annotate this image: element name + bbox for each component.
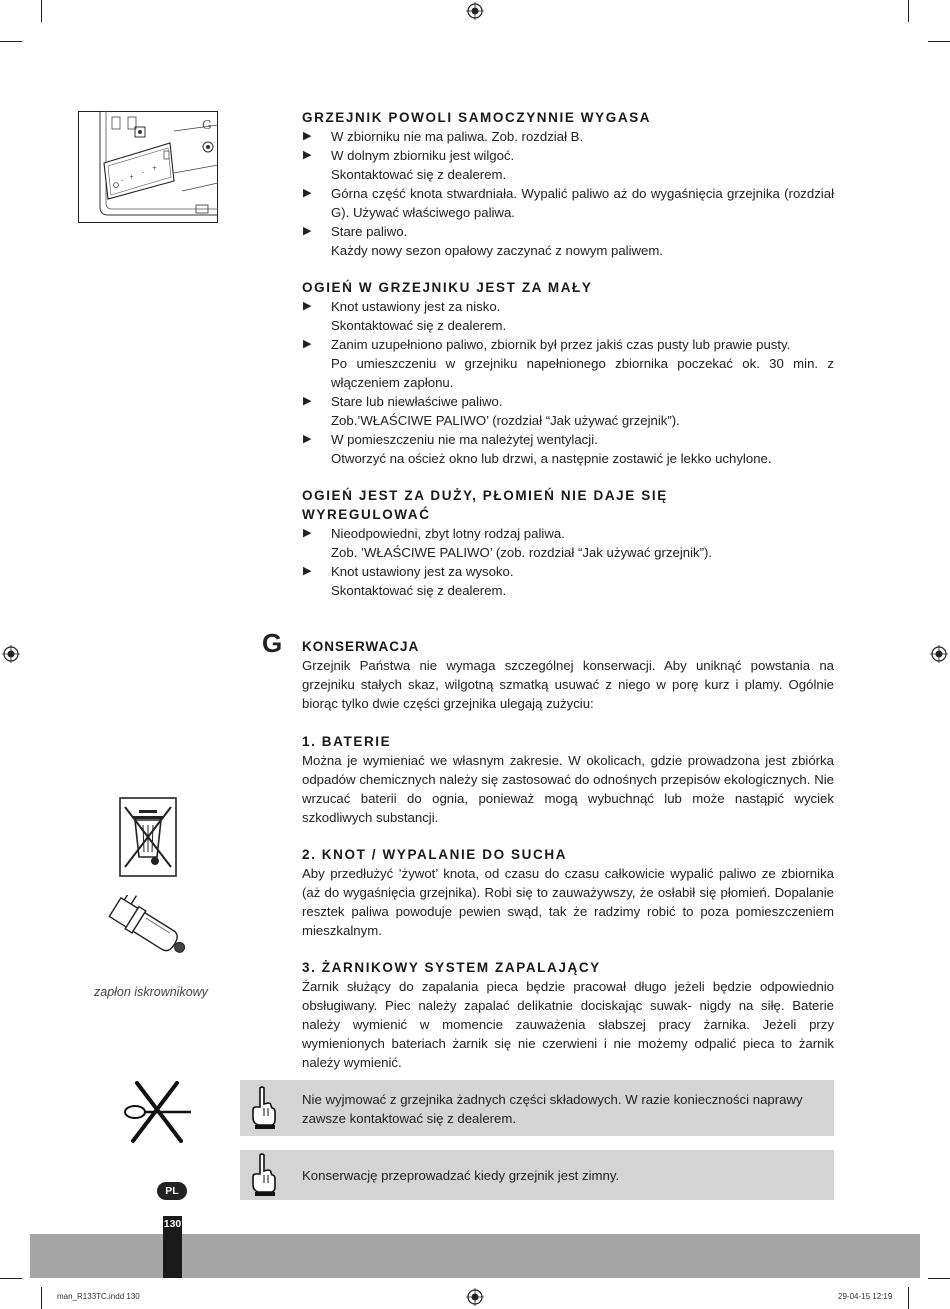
subsection-wick [302,845,834,940]
notice-text: Konserwację przeprowadzać kiedy grzejnik jest zimny. [302,1168,620,1183]
list-item [302,430,834,468]
list-item-text: Skontaktować się z dealerem. [331,167,507,182]
subsection-ignition [302,958,834,1072]
crop-mark [908,0,909,22]
section-fire-too-big [302,486,722,524]
bullet-arrow-icon: ▶ [303,130,312,142]
footer-date: 29-04-15 12:19 [838,1292,893,1301]
section-fire-too-big-list [302,524,834,600]
list-item-text: Stare paliwo. [331,224,408,239]
registration-mark-icon [466,2,484,20]
list-item-text: Każdy nowy sezon opałowy zaczynać z nowym paliwem. [331,243,664,258]
svg-text:+: + [129,174,135,181]
list-item-text: Zob. ’WŁAŚCIWE PALIWO’ (zob. rozdział “Jak używać grzejnik”). [331,545,713,560]
crop-mark [908,1287,909,1309]
bullet-arrow-icon: ▶ [303,300,312,312]
list-item-text: Po umieszczeniu w grzejniku napełnionego zbiornika poczekać ok. 30 min. z włączeniem zapłonu. [331,356,834,390]
pointing-hand-icon [248,1086,278,1130]
panel-letter: G [202,118,212,132]
registration-mark-icon [2,645,20,663]
wheelie-bin-crossed-icon [119,797,177,877]
list-item-text: W pomieszczeniu nie ma należytej wentylacji. [331,432,598,447]
section-title: OGIEŃ W GRZEJNIKU JEST ZA MAŁY [302,280,593,295]
list-item-text: Nieodpowiedni, zbyt lotny rodzaj paliwa. [331,526,565,541]
footer-file: man_R133TC.indd 130 [57,1292,140,1301]
igniter-caption: zapłon iskrownikowy [94,985,208,999]
section-title: GRZEJNIK POWOLI SAMOCZYNNIE WYGASA [302,110,652,125]
svg-text:-: - [121,177,124,184]
list-item [302,524,834,562]
list-item [302,184,834,222]
list-item-text: Knot ustawiony jest za nisko. [331,299,501,314]
crop-mark [928,41,950,42]
list-item [302,222,834,260]
list-item-text: W dolnym zbiorniku jest wilgoć. [331,148,515,163]
section-slow-extinguish [302,108,834,260]
subsection-text: Można je wymieniać we własnym zakresie. W okolicach, gdzie prowadzona jest zbiórka odpadów chemicznych należy się zastosować do odnośnych przepisów ekologicznych. Nie wrzucać baterii do ognia, ponieważ mogą wybuchnąć lub może nastąpić wyciek szkodliwych substancji. [302,753,834,825]
bullet-arrow-icon: ▶ [303,149,312,161]
section-fire-too-small [302,278,834,468]
section-title: OGIEŃ JEST ZA DUŻY, PŁOMIEŃ NIE DAJE SIĘ WYREGULOWAĆ [302,488,668,522]
list-item [302,127,834,146]
list-item [302,297,834,335]
crop-mark [0,41,22,42]
registration-mark-icon [930,645,948,663]
intro-paragraph: Grzejnik Państwa nie wymaga szczególnej konserwacji. Aby uniknąć powstania na grzejniku stałych skaz, wilgotną szmatką usuwać z niego w porę kurz i plamy. Ogólnie biorąc tylko dwie części grzejnika ulegają zużyciu: [302,658,834,711]
list-item [302,562,834,600]
list-item-text: Skontaktować się z dealerem. [331,318,507,333]
bullet-arrow-icon: ▶ [303,187,312,199]
registration-mark-icon [466,1288,484,1306]
language-badge: PL [157,1182,187,1200]
bullet-arrow-icon: ▶ [303,225,312,237]
bullet-arrow-icon: ▶ [303,338,312,350]
list-item-text: Górna część knota stwardniała. Wypalić paliwo aż do wygaśnięcia grzejnika (rozdział G). Używać właściwego paliwa. [331,186,834,220]
subsection-title: 2. KNOT / WYPALANIE DO SUCHA [302,847,568,862]
page-number: 130 [163,1218,182,1230]
list-item-text: W zbiorniku nie ma paliwa. Zob. rozdział B. [331,129,584,144]
pointing-hand-icon [248,1153,278,1197]
warning-notice [240,1080,834,1136]
list-item-text: Zanim uzupełniono paliwo, zbiornik był przez jakiś czas pusty lub prawie pusty. [331,337,791,352]
bullet-arrow-icon: ▶ [303,527,312,539]
list-item-text: Skontaktować się z dealerem. [331,583,507,598]
igniter-icon [98,895,198,965]
crop-mark [928,1278,950,1279]
crop-mark [0,1278,22,1279]
subsection-title: 3. ŻARNIKOWY SYSTEM ZAPALAJĄCY [302,960,601,975]
list-item [302,146,834,184]
svg-text:-: - [142,169,145,176]
section-title: KONSERWACJA [302,639,420,654]
crop-mark [41,0,42,22]
bullet-arrow-icon: ▶ [303,433,312,445]
heater-panel-illustration [78,111,218,223]
list-item-text: Knot ustawiony jest za wysoko. [331,564,514,579]
notice-text: Nie wyjmować z grzejnika żadnych części składowych. W razie konieczności naprawy zawsze kontaktować się z dealerem. [302,1092,803,1126]
svg-text:+: + [152,165,158,172]
subsection-text: Aby przedłużyć ’żywot’ knota, od czasu do czasu całkowicie wypalić paliwo ze zbiornika (aż do wygaśnięcia grzejnika). Robi się to zauważywszy, że osłabił się płomień. Dopalanie resztek paliwa powoduje pewien swąd, tak że radzimy robić to poza pomieszczeniem mieszkalnym. [302,866,834,938]
list-item-text: Stare lub niewłaściwe paliwo. [331,394,503,409]
subsection-text: Żarnik służący do zapalania pieca będzie pracował długo jeżeli będzie odpowiednio obsługiwany. Piec należy zapalać delikatnie dociskając suwak- nigdy na siłę. Baterie należy wymienić w momencie zauważenia słabszej pracy żarnika. Jeżeli przy wymienionych bateriach żarnik się nie czerwieni i nie możemy odpalić pieca to żarnik należy wymienić. [302,979,834,1070]
crop-mark [41,1287,42,1309]
bullet-arrow-icon: ▶ [303,565,312,577]
chapter-letter: G [262,628,283,658]
subsection-title: 1. BATERIE [302,734,392,749]
list-item [302,392,834,430]
list-item [302,335,834,392]
subsection-batteries [302,732,834,827]
bullet-arrow-icon: ▶ [303,395,312,407]
screwdriver-crossed-icon [121,1079,193,1145]
warning-notice [240,1150,834,1200]
list-item-text: Otworzyć na oścież okno lub drzwi, a następnie zostawić je lekko uchylone. [331,451,772,466]
list-item-text: Zob.’WŁAŚCIWE PALIWO’ (rozdział “Jak używać grzejnik”). [331,413,680,428]
section-maintenance [302,637,834,713]
